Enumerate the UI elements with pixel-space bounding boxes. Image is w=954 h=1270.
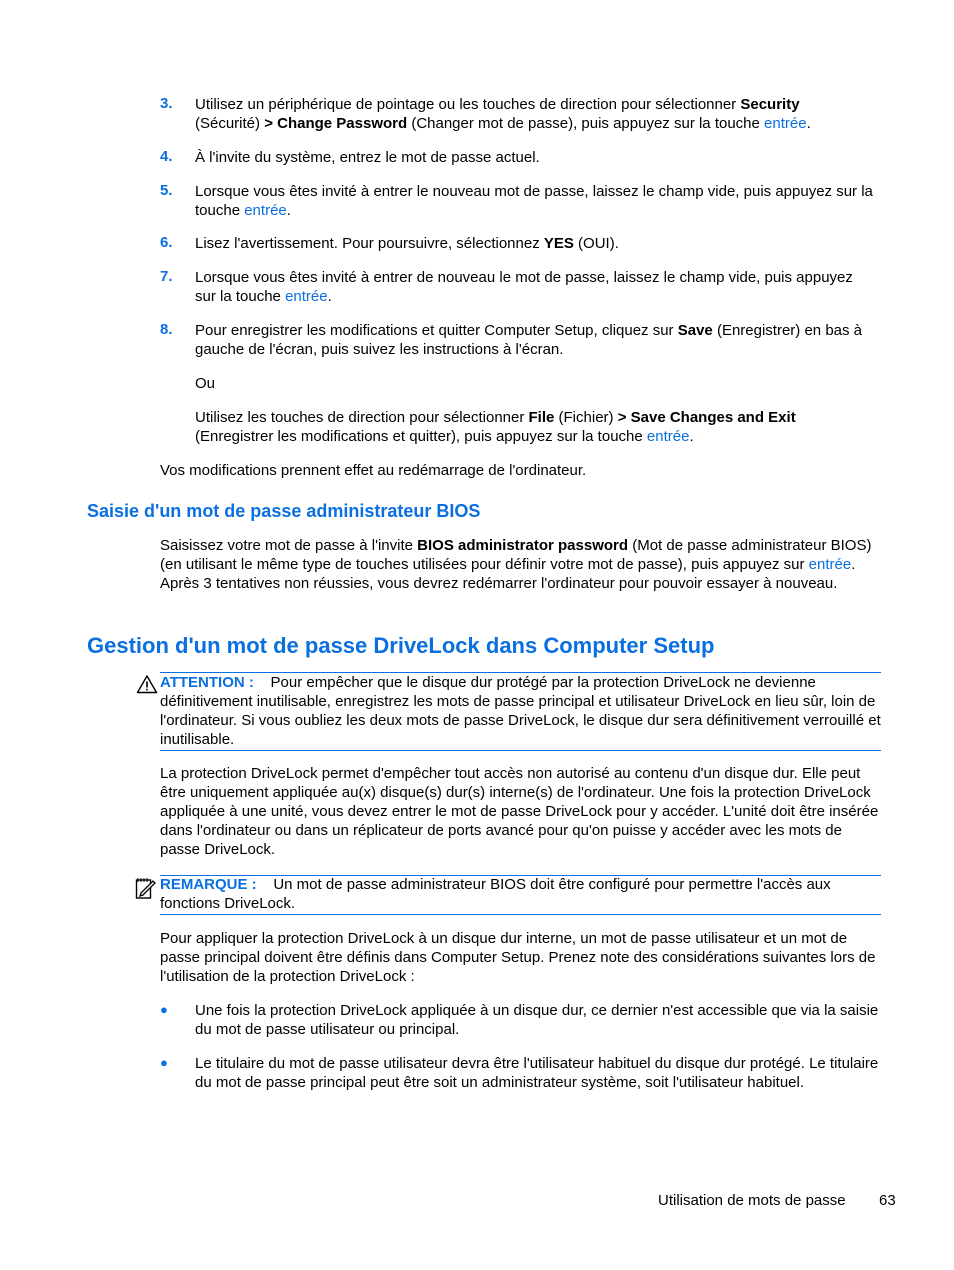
step-text: Lorsque vous êtes invité à entrer de nouveau le mot de passe, laissez le champ vide, puis appuyez sur la touche entrée. <box>195 269 853 305</box>
step-text: Lisez l'avertissement. Pour poursuivre, sélectionnez YES (OUI). <box>195 235 619 252</box>
step-text: Pour enregistrer les modifications et quitter Computer Setup, cliquez sur Save (Enregistrer) en bas à gauche de l'écran, puis suivez les instructions à l'écran. <box>195 322 863 358</box>
attention-box: ATTENTION : Pour empêcher que le disque dur protégé par la protection DriveLock ne devienne définitivement inutilisable, enregistrez les mots de passe principal et utilisateur DriveLock en lieu sûr, loin de l'ordinateur. Si vous oubliez les deux mots de passe DriveLock, le disque dur sera définitivement verrouillé et inutilisable. <box>160 674 881 748</box>
bullet-dot-icon: ● <box>160 1055 168 1070</box>
bullet-dot-icon: ● <box>160 1002 168 1017</box>
note-pencil-icon <box>135 876 157 900</box>
drivelock-intro-paragraph: La protection DriveLock permet d'empêcher tout accès non autorisé au contenu d'un disque dur. Elle peut être uniquement appliquée au(x) disque(s) dur(s) interne(s) de l'ordinateur. Une fois la protection DriveLock appliquée à une unité, vous devez entrer le mot de passe DriveLock pour y accéder. L'unité doit être insérée dans l'ordinateur ou dans un réplicateur de ports avancé pour qu'on puisse y accéder avec les mots de passe DriveLock. <box>160 765 879 858</box>
warning-triangle-icon <box>136 674 158 694</box>
section-heading-drivelock: Gestion d'un mot de passe DriveLock dans Computer Setup <box>87 633 715 658</box>
section-heading-bios: Saisie d'un mot de passe administrateur BIOS <box>87 501 481 521</box>
bullet-text: Une fois la protection DriveLock appliquée à un disque dur, ce dernier n'est accessible que via la saisie du mot de passe utilisateur ou principal. <box>195 1002 879 1038</box>
note-label: REMARQUE : <box>160 876 257 893</box>
entree-link[interactable]: entrée <box>764 115 807 132</box>
step-number: 6. <box>160 234 173 251</box>
bios-paragraph: Saisissez votre mot de passe à l'invite BIOS administrator password (Mot de passe administrateur BIOS) (en utilisant le même type de touches utilisées pour définir votre mot de passe), puis appuyez sur entrée. Après 3 tentatives non réussies, vous devrez redémarrer l'ordinateur pour pouvoir essayer à nouveau. <box>160 537 872 592</box>
restart-note: Vos modifications prennent effet au redémarrage de l'ordinateur. <box>160 462 587 479</box>
step-number: 7. <box>160 268 173 285</box>
note-box: REMARQUE : Un mot de passe administrateur BIOS doit être configuré pour permettre l'accès aux fonctions DriveLock. <box>160 876 831 912</box>
entree-link[interactable]: entrée <box>808 556 852 573</box>
step-text: Lorsque vous êtes invité à entrer le nouveau mot de passe, laissez le champ vide, puis appuyez sur la touche entrée. <box>195 183 873 219</box>
page-number: 63 <box>879 1192 896 1209</box>
entree-link[interactable]: entrée <box>285 288 328 305</box>
step-number: 5. <box>160 182 173 199</box>
footer-section-title: Utilisation de mots de passe <box>658 1192 846 1209</box>
entree-link[interactable]: entrée <box>244 202 287 219</box>
entree-link[interactable]: entrée <box>646 428 690 445</box>
bullet-text: Le titulaire du mot de passe utilisateur devra être l'utilisateur habituel du disque dur protégé. Le titulaire du mot de passe principal peut être soit un administrateur système, soit l'utilisateur habituel. <box>195 1055 879 1091</box>
drivelock-requirements-paragraph: Pour appliquer la protection DriveLock à un disque dur interne, un mot de passe utilisateur et un mot de passe principal doivent être définis dans Computer Setup. Prenez note des considérations suivantes lors de l'utilisation de la protection DriveLock : <box>160 930 876 985</box>
alternative-step: Utilisez les touches de direction pour sélectionner File (Fichier) > Save Changes and Exit (Enregistrer les modifications et quitter), puis appuyez sur la touche entrée. <box>195 409 796 445</box>
or-text: Ou <box>195 375 216 392</box>
step-number: 3. <box>160 95 173 112</box>
step-text: Utilisez un périphérique de pointage ou les touches de direction pour sélectionner Security (Sécurité) > Change Password (Changer mot de passe), puis appuyez sur la touche entrée. <box>195 96 811 132</box>
step-text: À l'invite du système, entrez le mot de passe actuel. <box>195 149 540 166</box>
step-number: 8. <box>160 321 173 338</box>
attention-bottom-rule <box>160 750 881 751</box>
note-bottom-rule <box>160 914 881 915</box>
step-number: 4. <box>160 148 173 165</box>
attention-label: ATTENTION : <box>160 674 254 691</box>
